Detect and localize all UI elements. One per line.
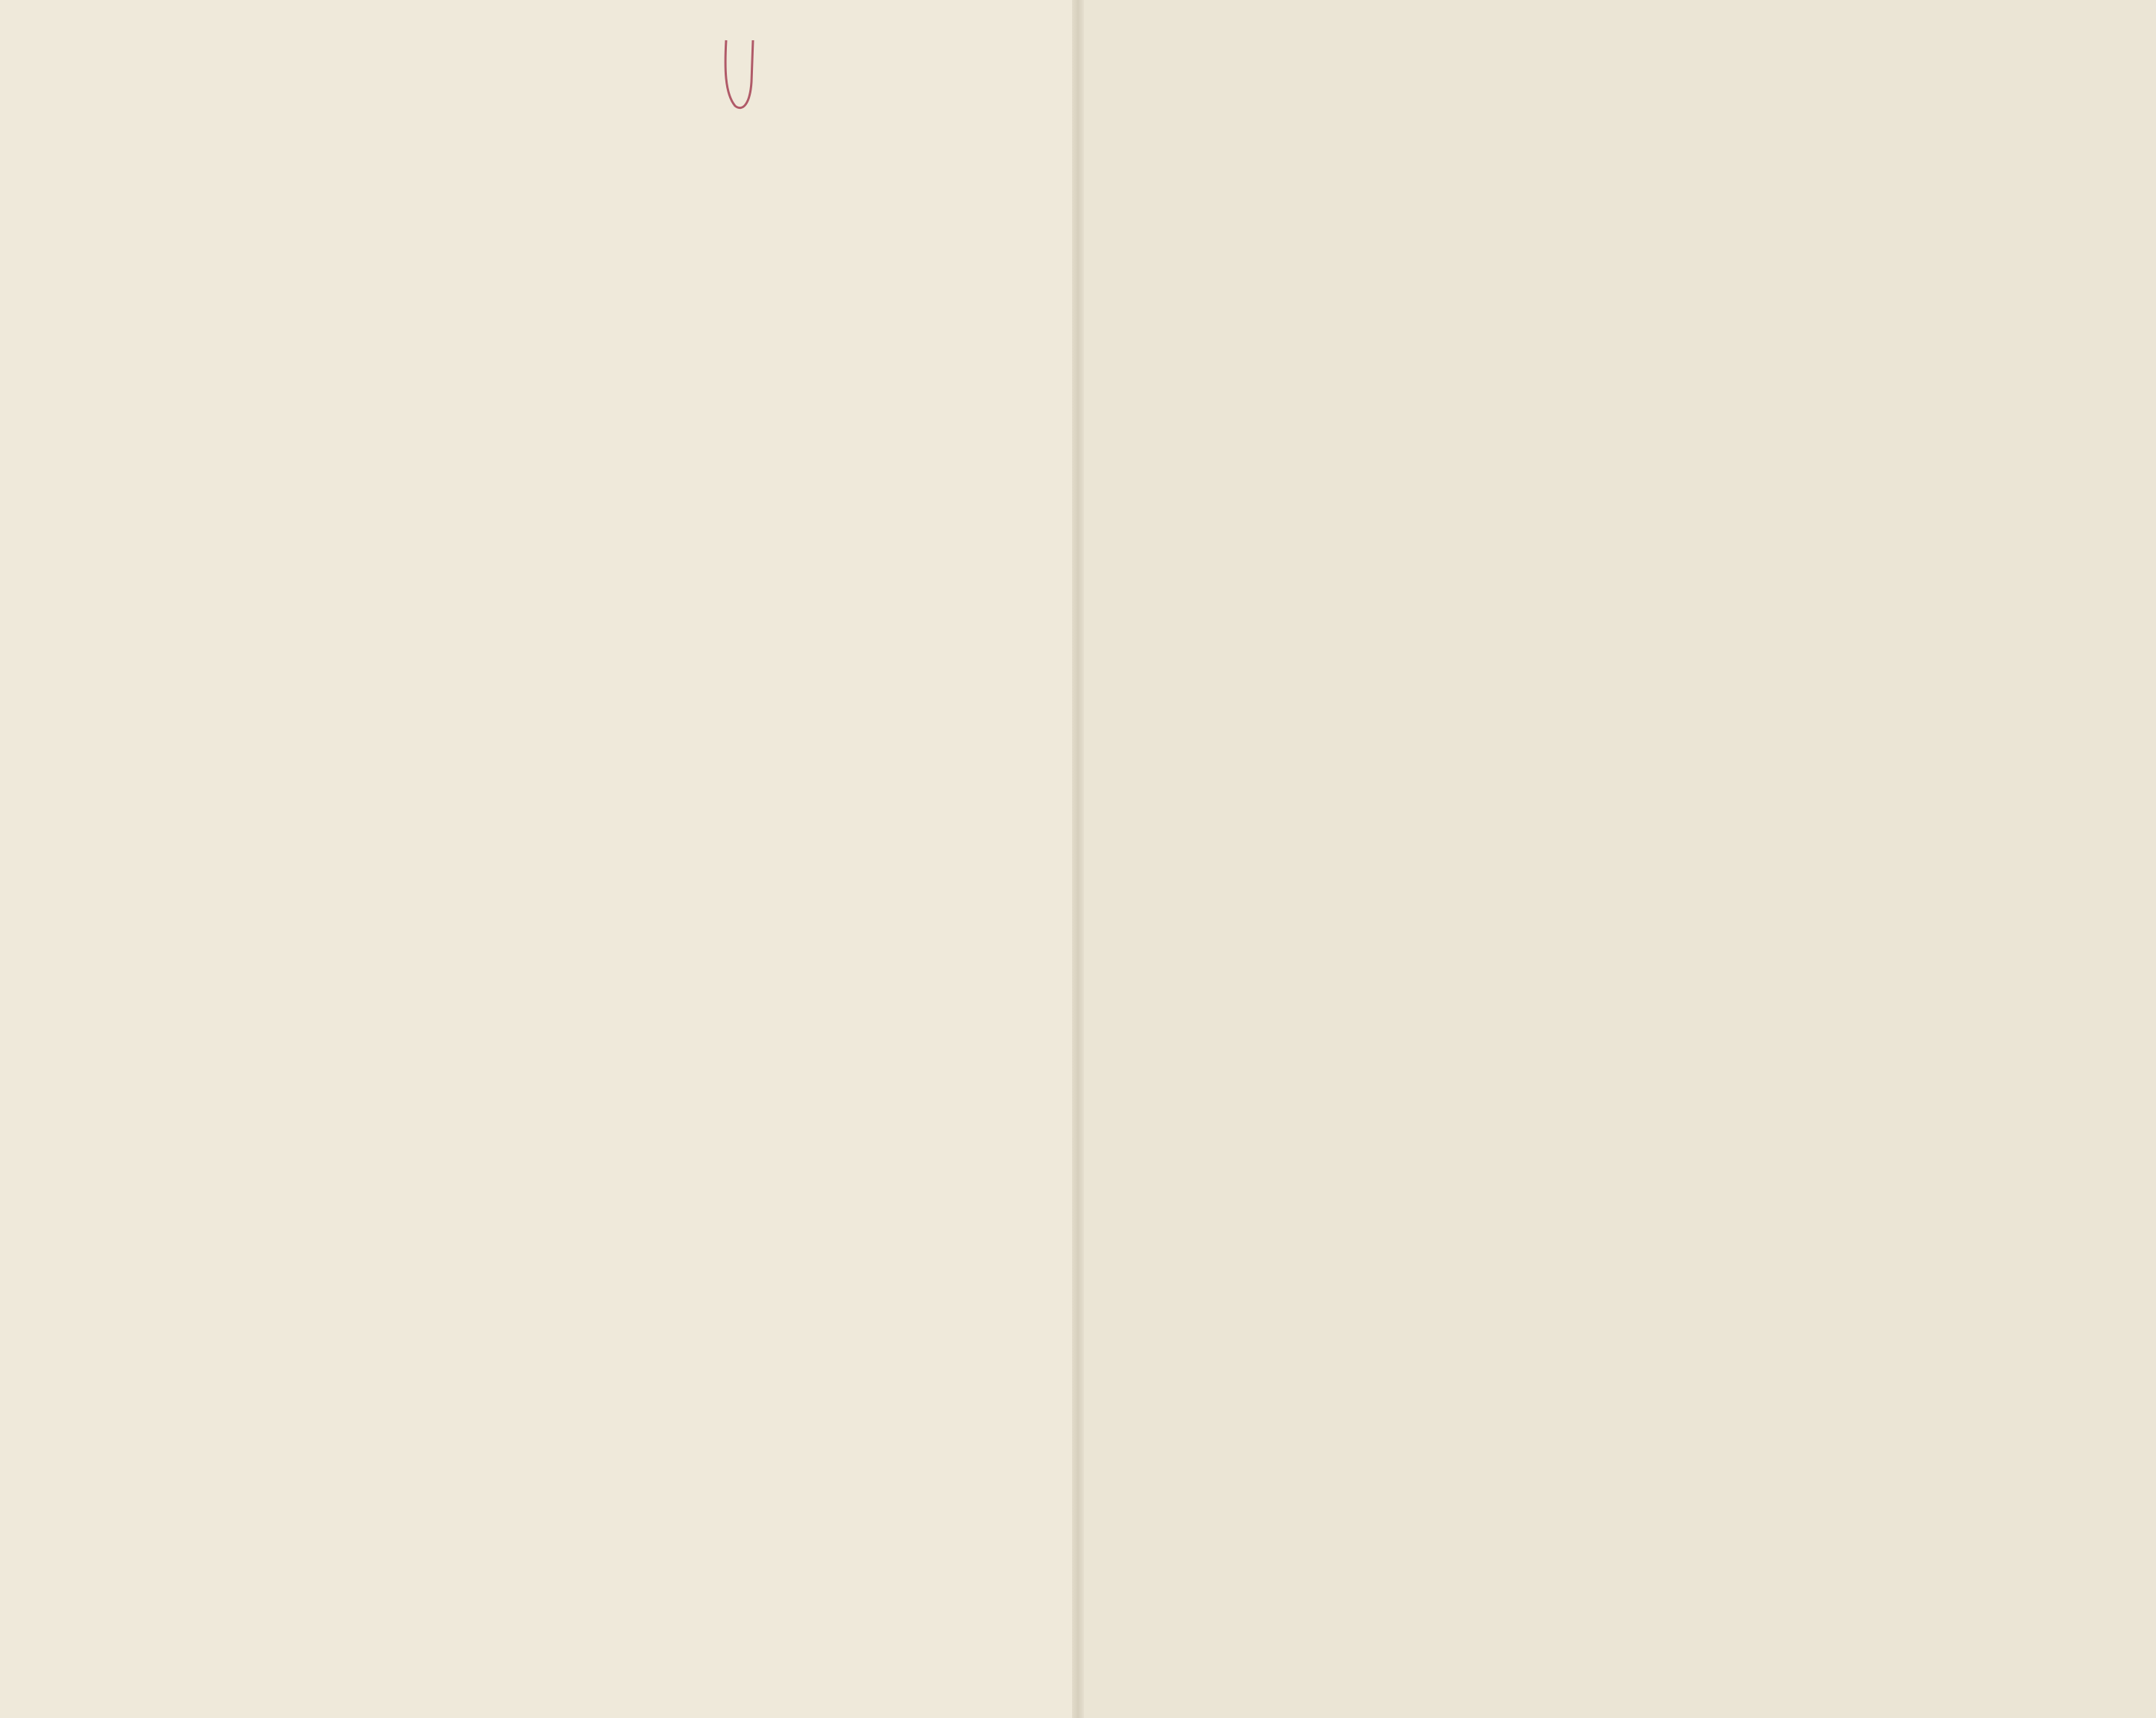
pencil-mark [722,37,756,119]
right-page [1078,0,2156,1718]
page-spine [1072,0,1084,1718]
